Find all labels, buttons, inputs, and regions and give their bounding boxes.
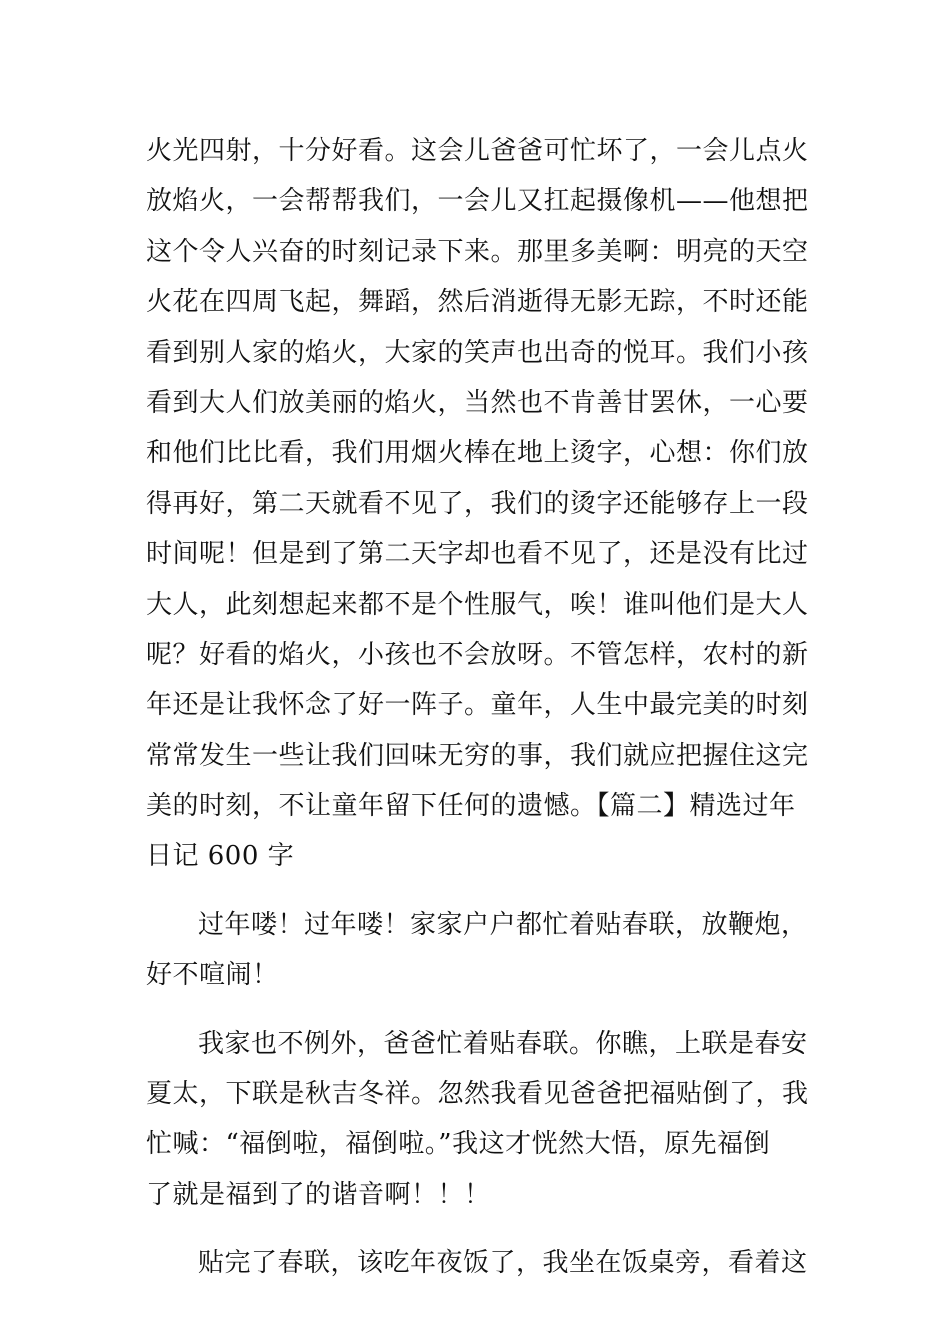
document-body <box>146 126 808 1289</box>
text-line: 日记 600 字 <box>146 841 295 872</box>
text-line: 常常发生一些让我们回味无穷的事，我们就应把握住这完 <box>146 740 809 771</box>
text-line: 了就是福到了的谐音啊！！！ <box>146 1179 491 1210</box>
text-line: 火光四射，十分好看。这会儿爸爸可忙坏了，一会儿点火 <box>146 136 809 166</box>
paragraph-spacer <box>146 1001 808 1019</box>
text-line: 我家也不例外，爸爸忙着贴春联。你瞧，上联是春安 <box>198 1028 808 1059</box>
text-line: 和他们比比看，我们用烟火棒在地上烫字，心想：你们放 <box>146 438 809 469</box>
paragraph-2 <box>146 900 808 1001</box>
text-line: 年还是让我怀念了好一阵子。童年，人生中最完美的时刻 <box>146 690 809 721</box>
text-line: 火花在四周飞起，舞蹈，然后消逝得无影无踪，不时还能 <box>146 287 809 318</box>
text-line: 这个令人兴奋的时刻记录下来。那里多美啊：明亮的天空 <box>146 236 809 267</box>
text-line: 呢？好看的焰火，小孩也不会放呀。不管怎样，农村的新 <box>146 639 809 670</box>
text-line: 美的时刻，不让童年留下任何的遗憾。【篇二】精选过年 <box>146 791 796 822</box>
text-line: 夏太，下联是秋吉冬祥。忽然我看见爸爸把福贴倒了，我 <box>146 1079 809 1110</box>
paragraph-3 <box>146 1019 808 1221</box>
paragraph-spacer <box>146 1220 808 1238</box>
text-line: 放焰火，一会帮帮我们，一会儿又扛起摄像机——他想把 <box>146 186 809 217</box>
text-line: 贴完了春联，该吃年夜饭了，我坐在饭桌旁，看着这 <box>198 1248 808 1279</box>
text-line: 大人，此刻想起来都不是个性服气，唉！谁叫他们是大人 <box>146 589 809 620</box>
text-line: 看到别人家的焰火，大家的笑声也出奇的悦耳。我们小孩 <box>146 337 809 368</box>
text-line: 好不喧闹！ <box>146 960 279 991</box>
paragraph-4 <box>146 1238 808 1288</box>
text-line: 时间呢！但是到了第二天字却也看不见了，还是没有比过 <box>146 539 809 570</box>
paragraph-1 <box>146 126 808 882</box>
text-line: 过年喽！过年喽！家家户户都忙着贴春联，放鞭炮， <box>198 909 808 940</box>
text-line: 看到大人们放美丽的焰火，当然也不肯善甘罢休，一心要 <box>146 387 809 418</box>
text-line: 得再好，第二天就看不见了，我们的烫字还能够存上一段 <box>146 488 809 519</box>
text-line: 忙喊：“福倒啦，福倒啦。”我这才恍然大悟，原先福倒 <box>146 1129 771 1160</box>
paragraph-spacer <box>146 882 808 900</box>
